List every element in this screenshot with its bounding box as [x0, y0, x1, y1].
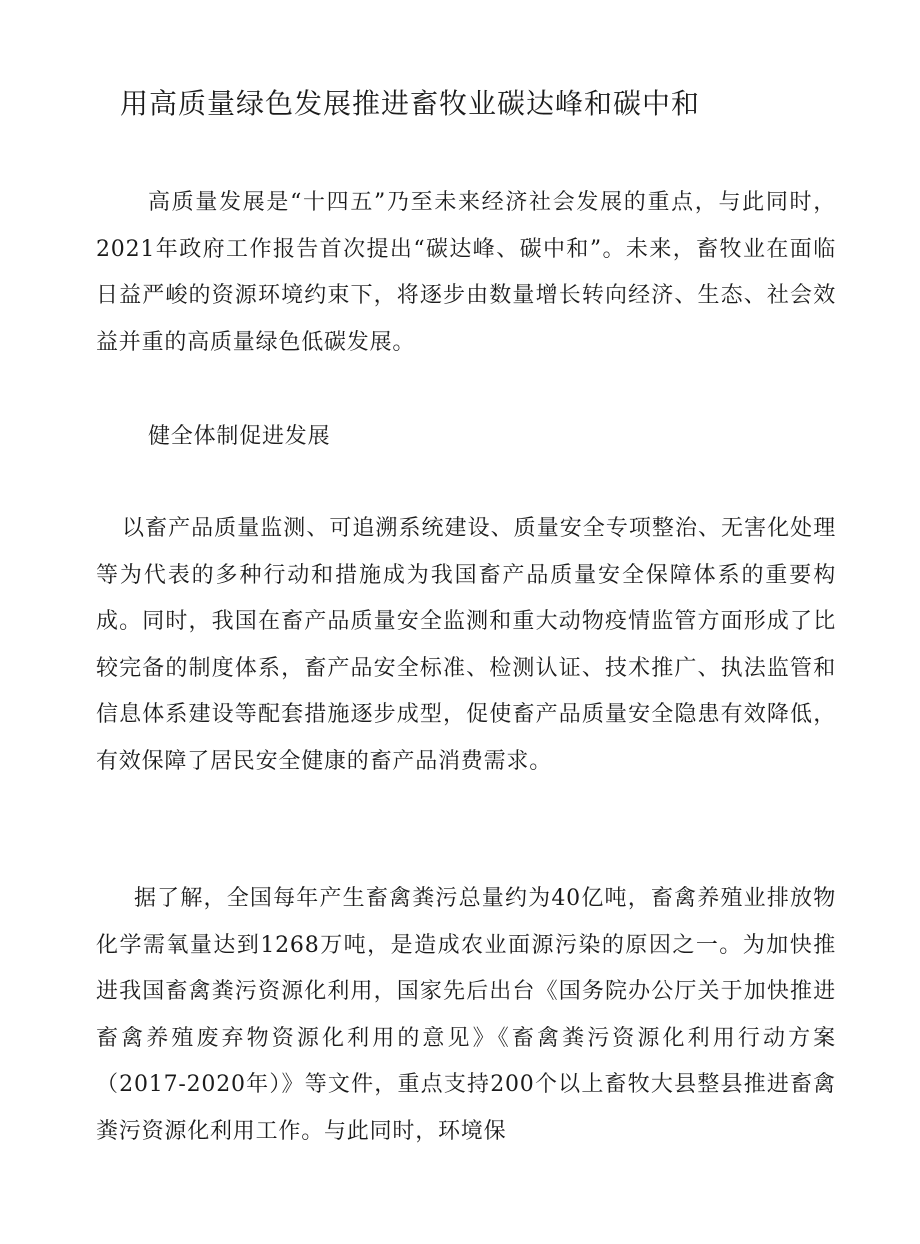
paragraph-manure: 据了解，全国每年产生畜禽粪污总量约为40亿吨，畜禽养殖业排放物化学需氧量达到1268万吨，是造成农业面源污染的原因之一。为加快推进我国畜禽粪污资源化利用，国家先后出台《国务院办公厅关于加快推进畜禽养殖废弃物资源化利用的意见》《畜禽粪污资源化利用行动方案（2017-2020年）》等文件，重点支持200个以上畜牧大县整县推进畜禽粪污资源化利用工作。与此同时，环境保 — [96, 886, 836, 1144]
document-title: 用高质量绿色发展推进畜牧业碳达峰和碳中和 — [120, 87, 701, 120]
section-heading: 健全体制促进发展 — [148, 424, 331, 449]
paragraph-system: 以畜产品质量监测、可追溯系统建设、质量安全专项整治、无害化处理等为代表的多种行动和措施成为我国畜产品质量安全保障体系的重要构成。同时，我国在畜产品质量安全监测和重大动物疫情监管方面形成了比较完备的制度体系，畜产品安全标准、检测认证、技术推广、执法监管和信息体系建设等配套措施逐步成型，促使畜产品质量安全隐患有效降低，有效保障了居民安全健康的畜产品消费需求。 — [96, 516, 836, 774]
paragraph-intro: 高质量发展是“十四五”乃至未来经济社会发展的重点，与此同时，2021年政府工作报告首次提出“碳达峰、碳中和”。未来，畜牧业在面临日益严峻的资源环境约束下，将逐步由数量增长转向经济、生态、社会效益并重的高质量绿色低碳发展。 — [96, 190, 836, 355]
